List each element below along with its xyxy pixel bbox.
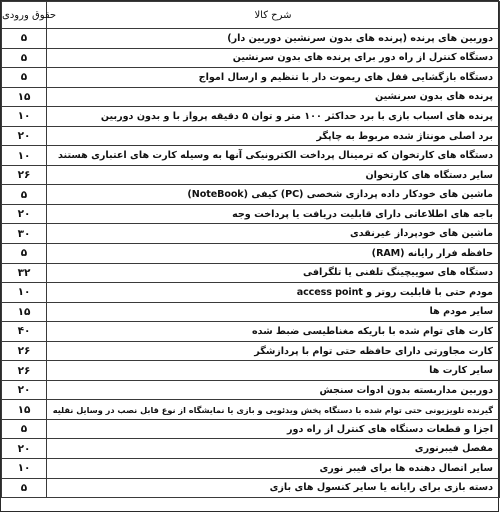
- duty-rate-cell: ۲۶: [2, 341, 47, 361]
- table-header-row: [2, 2, 500, 29]
- duty-column-header: حقوق ورودی: [2, 2, 47, 29]
- duty-rate-cell: ۳۰: [2, 224, 47, 244]
- duty-rate-cell: ۵: [2, 185, 47, 205]
- item-description-cell: دستگاه های سوییچینگ تلفنی یا تلگرافی: [47, 263, 500, 283]
- duty-rate-cell: ۵: [2, 244, 47, 264]
- duty-rate-cell: ۲۶: [2, 361, 47, 381]
- table-row: [2, 224, 500, 244]
- item-description-cell: مودم حتی با قابلیت روتر و access point: [47, 283, 500, 303]
- duty-rate-cell: ۵: [2, 29, 47, 49]
- duty-rate-cell: ۵: [2, 419, 47, 439]
- item-description-cell: مفصل فیبرنوری: [47, 439, 500, 459]
- item-description-cell: گیرنده تلویزیونی حتی توام شده با دستگاه پخش ویدئویی و بازی یا نمایشگاه از نوع قابل نصب در وسایل نقلیه: [47, 400, 500, 420]
- item-description-cell: دسته بازی برای رایانه یا سایر کنسول های بازی: [47, 478, 500, 498]
- table-row: [2, 146, 500, 166]
- duty-rate-cell: ۱۵: [2, 400, 47, 420]
- item-description-cell: سایر اتصال دهنده ها برای فیبر نوری: [47, 459, 500, 479]
- item-description-cell: دستگاه کنترل از راه دور برای پرنده های بدون سرنشین: [47, 48, 500, 68]
- duty-rate-cell: ۱۵: [2, 87, 47, 107]
- duty-rate-cell: ۱۰: [2, 146, 47, 166]
- table-row: [2, 419, 500, 439]
- table-row: [2, 185, 500, 205]
- duty-rate-cell: ۳۲: [2, 263, 47, 283]
- item-description-cell: سایر کارت ها: [47, 361, 500, 381]
- table-row: [2, 29, 500, 49]
- duty-rate-cell: ۱۰: [2, 283, 47, 303]
- table-row: [2, 322, 500, 342]
- table-row: [2, 87, 500, 107]
- item-description-cell: پرنده های بدون سرنشین: [47, 87, 500, 107]
- table-row: [2, 400, 500, 420]
- duty-rate-cell: ۲۰: [2, 126, 47, 146]
- item-description-cell: دستگاه بازگشایی قفل های ریموت دار با تنظیم و ارسال امواج: [47, 68, 500, 88]
- duty-rate-cell: ۲۶: [2, 165, 47, 185]
- table-row: [2, 107, 500, 127]
- item-description-cell: دوربین مداربسته بدون ادوات سنجش: [47, 380, 500, 400]
- table-row: [2, 48, 500, 68]
- item-description-cell: پرنده های اسباب بازی با برد حداکثر ۱۰۰ متر و توان ۵ دقیقه پرواز با و بدون دوربین: [47, 107, 500, 127]
- item-description-cell: باجه های اطلاعاتی دارای قابلیت دریافت یا پرداخت وجه: [47, 204, 500, 224]
- table-row: [2, 380, 500, 400]
- duty-rate-cell: ۲۰: [2, 439, 47, 459]
- table-row: [2, 126, 500, 146]
- description-column-header: شرح کالا: [47, 2, 500, 29]
- duty-rate-cell: ۲۰: [2, 204, 47, 224]
- table-row: [2, 165, 500, 185]
- table-row: [2, 283, 500, 303]
- table-row: [2, 244, 500, 264]
- duty-rate-cell: ۲۰: [2, 380, 47, 400]
- item-description-cell: سایر دستگاه های کارتخوان: [47, 165, 500, 185]
- duty-rate-cell: ۱۵: [2, 302, 47, 322]
- item-description-cell: اجزا و قطعات دستگاه های کنترل از راه دور: [47, 419, 500, 439]
- item-description-cell: کارت های توام شده با باریکه مغناطیسی ضبط شده: [47, 322, 500, 342]
- duty-rate-cell: ۵: [2, 478, 47, 498]
- table-row: [2, 439, 500, 459]
- table-row: [2, 204, 500, 224]
- item-description-cell: دوربین های پرنده (پرنده های بدون سرنشین دوربین دار): [47, 29, 500, 49]
- table-row: [2, 361, 500, 381]
- duty-rate-cell: ۱۰: [2, 459, 47, 479]
- tariff-table: [1, 1, 500, 498]
- table-row: [2, 68, 500, 88]
- duty-rate-cell: ۱۰: [2, 107, 47, 127]
- item-description-cell: دستگاه های کارتخوان که ترمینال پرداخت الکترونیکی آنها به وسیله کارت های اعتباری هستند: [47, 146, 500, 166]
- item-description-cell: سایر مودم ها: [47, 302, 500, 322]
- duty-rate-cell: ۵: [2, 48, 47, 68]
- table-row: [2, 263, 500, 283]
- item-description-cell: کارت مجاورتی دارای حافظه حتی توام با پردازشگر: [47, 341, 500, 361]
- table-row: [2, 341, 500, 361]
- item-description-cell: ماشین های خودکار داده پردازی شخصی (PC) کیفی (NoteBook): [47, 185, 500, 205]
- duty-rate-cell: ۵: [2, 68, 47, 88]
- duty-rate-cell: ۴۰: [2, 322, 47, 342]
- table-row: [2, 478, 500, 498]
- item-description-cell: حافظه فرار رایانه (RAM): [47, 244, 500, 264]
- table-row: [2, 302, 500, 322]
- item-description-cell: ماشین های خودپرداز غیرنقدی: [47, 224, 500, 244]
- table-row: [2, 459, 500, 479]
- item-description-cell: برد اصلی مونتاژ شده مربوط به چاپگر: [47, 126, 500, 146]
